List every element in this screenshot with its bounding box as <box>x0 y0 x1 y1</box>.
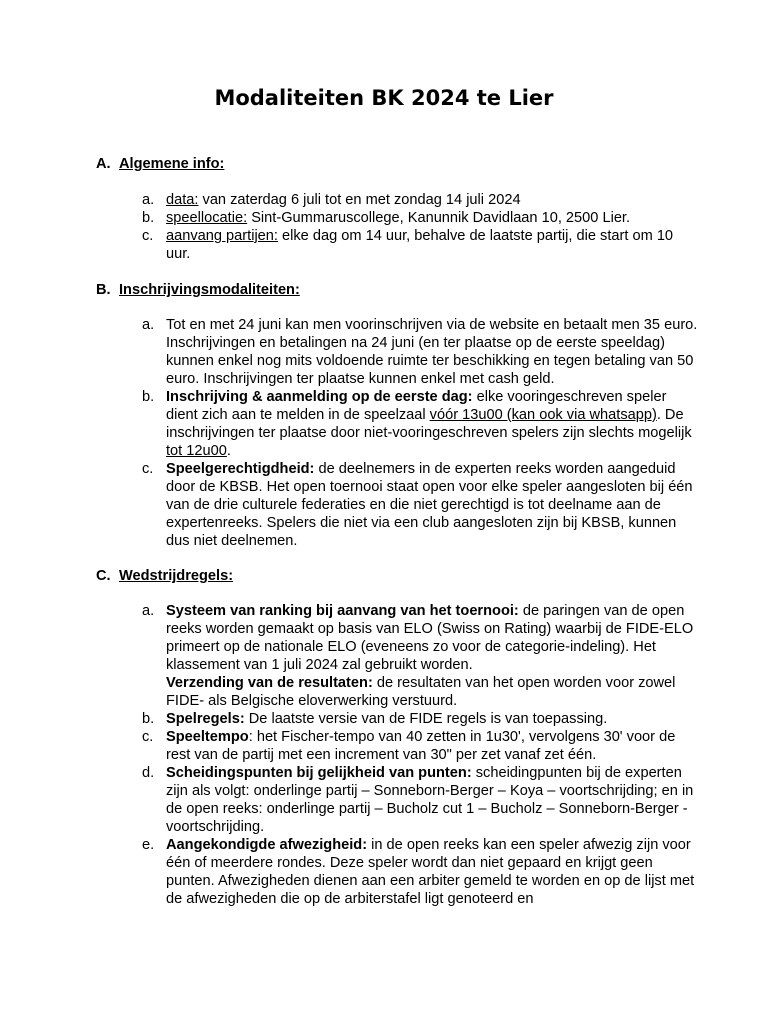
list-item <box>140 710 700 728</box>
item-text: elke vooringeschreven speler dient zich aan te melden in de speelzaal <box>166 389 667 423</box>
item-underlined-text: vóór 13u00 (kan ook via whatsapp) <box>429 407 657 423</box>
list-marker: e. <box>142 837 155 853</box>
page-title: Modaliteiten BK 2024 te Lier <box>214 86 554 110</box>
item-text: De laatste versie van de FIDE regels is van toepassing. <box>244 711 608 727</box>
item-text: : het Fischer-tempo van 40 zetten in 1u30', vervolgens 30' voor de rest van de partij met een increment van 30" per zet vanaf zet één. <box>166 729 676 763</box>
item-label: speellocatie: <box>166 210 248 226</box>
section-c-heading <box>96 567 233 585</box>
list-marker: a. <box>142 317 155 333</box>
item-text: in de open reeks kan een speler afwezig zijn voor één of meerdere rondes. Deze speler wordt dan niet gepaard en krijgt geen punten. Afwezigheden dienen aan een arbiter gemeld te worden en op de lijst met de afwezigheden die op de arbiterstafel ligt genoteerd en <box>166 837 695 907</box>
list-item <box>140 388 700 460</box>
section-a-heading <box>96 155 224 173</box>
section-a-list <box>140 191 700 263</box>
section-b-list <box>140 316 700 550</box>
list-item <box>140 316 700 388</box>
item-bold-label: Aangekondigde afwezigheid: <box>166 837 368 853</box>
list-marker: b. <box>142 210 155 226</box>
list-marker: b. <box>142 711 155 727</box>
list-marker: c. <box>142 461 154 477</box>
section-label: Wedstrijdregels: <box>119 568 234 584</box>
item-text: Tot en met 24 juni kan men voorinschrijven via de website en betaalt men 35 euro. Inschrijvingen en betalingen na 24 juni (en ter plaatse op de eerste speeldag) kunnen enkel nog mits voldoende ruimte ter beschikking en tegen betaling van 50 euro. Inschrijvingen ter plaatse kunnen enkel met cash geld. <box>166 317 698 387</box>
item-bold-label: Spelregels: <box>166 711 245 727</box>
list-item <box>140 602 700 710</box>
item-text: de resultaten van het open worden voor zowel FIDE- als Belgische eloverwerking verstuurd. <box>166 675 676 709</box>
item-bold-label: Systeem van ranking bij aanvang van het toernooi: <box>166 603 519 619</box>
item-text: . De inschrijvingen ter plaatse door niet-vooringeschreven spelers zijn slechts mogelijk <box>166 407 692 441</box>
list-item <box>140 764 700 836</box>
item-text: scheidingpunten bij de experten zijn als volgt: onderlinge partij – Sonneborn-Berger – Koya – voortschrijding; en in de open reeks: onderlinge partij – Bucholz cut 1 – Bucholz – Sonneborn-Berger - voortschrijding. <box>166 765 694 835</box>
item-bold-label: Inschrijving & aanmelding op de eerste dag: <box>166 389 473 405</box>
list-item <box>140 728 700 764</box>
section-letter: B. <box>96 282 111 298</box>
list-item <box>140 836 700 908</box>
list-marker: d. <box>142 765 155 781</box>
item-text: van zaterdag 6 juli tot en met zondag 14 juli 2024 <box>198 192 521 208</box>
item-text: . <box>226 443 231 459</box>
list-marker: a. <box>142 603 155 619</box>
section-c-list <box>140 602 700 908</box>
item-underlined-text: tot 12u00 <box>166 443 227 459</box>
section-letter: C. <box>96 568 111 584</box>
section-label: Algemene info: <box>119 156 225 172</box>
list-item <box>140 460 700 550</box>
item-label: data: <box>166 192 199 208</box>
item-bold-label: Verzending van de resultaten: <box>166 675 373 691</box>
item-text: Sint-Gummaruscollege, Kanunnik Davidlaan 10, 2500 Lier. <box>247 210 631 226</box>
list-marker: a. <box>142 192 155 208</box>
section-label: Inschrijvingsmodaliteiten: <box>119 282 300 298</box>
item-text: elke dag om 14 uur, behalve de laatste partij, die start om 10 uur. <box>166 228 674 262</box>
list-item <box>140 191 700 209</box>
section-letter: A. <box>96 156 111 172</box>
list-marker: b. <box>142 389 155 405</box>
item-bold-label: Scheidingspunten bij gelijkheid van punten: <box>166 765 472 781</box>
item-bold-label: Speeltempo <box>166 729 249 745</box>
list-item <box>140 209 700 227</box>
list-marker: c. <box>142 729 154 745</box>
item-text: de paringen van de open reeks worden gemaakt op basis van ELO (Swiss on Rating) waarbij de FIDE-ELO primeert op de nationale ELO (eveneens zo voor de categorie-indeling). Het klassement van 1 juli 2024 zal gebruikt worden. <box>166 603 694 673</box>
list-item <box>140 227 700 263</box>
item-label: aanvang partijen: <box>166 228 278 244</box>
item-text: de deelnemers in de experten reeks worden aangeduid door de KBSB. Het open toernooi staat open voor elke speler aangesloten bij één van de drie culturele federaties en die niet gerechtigd is tot deelname aan de expertenreeks. Spelers die niet via een club aangesloten zijn bij KBSB, kunnen dus niet deelnemen. <box>166 461 693 549</box>
section-b-heading <box>96 281 300 299</box>
item-bold-label: Speelgerechtigdheid: <box>166 461 315 477</box>
list-marker: c. <box>142 228 154 244</box>
